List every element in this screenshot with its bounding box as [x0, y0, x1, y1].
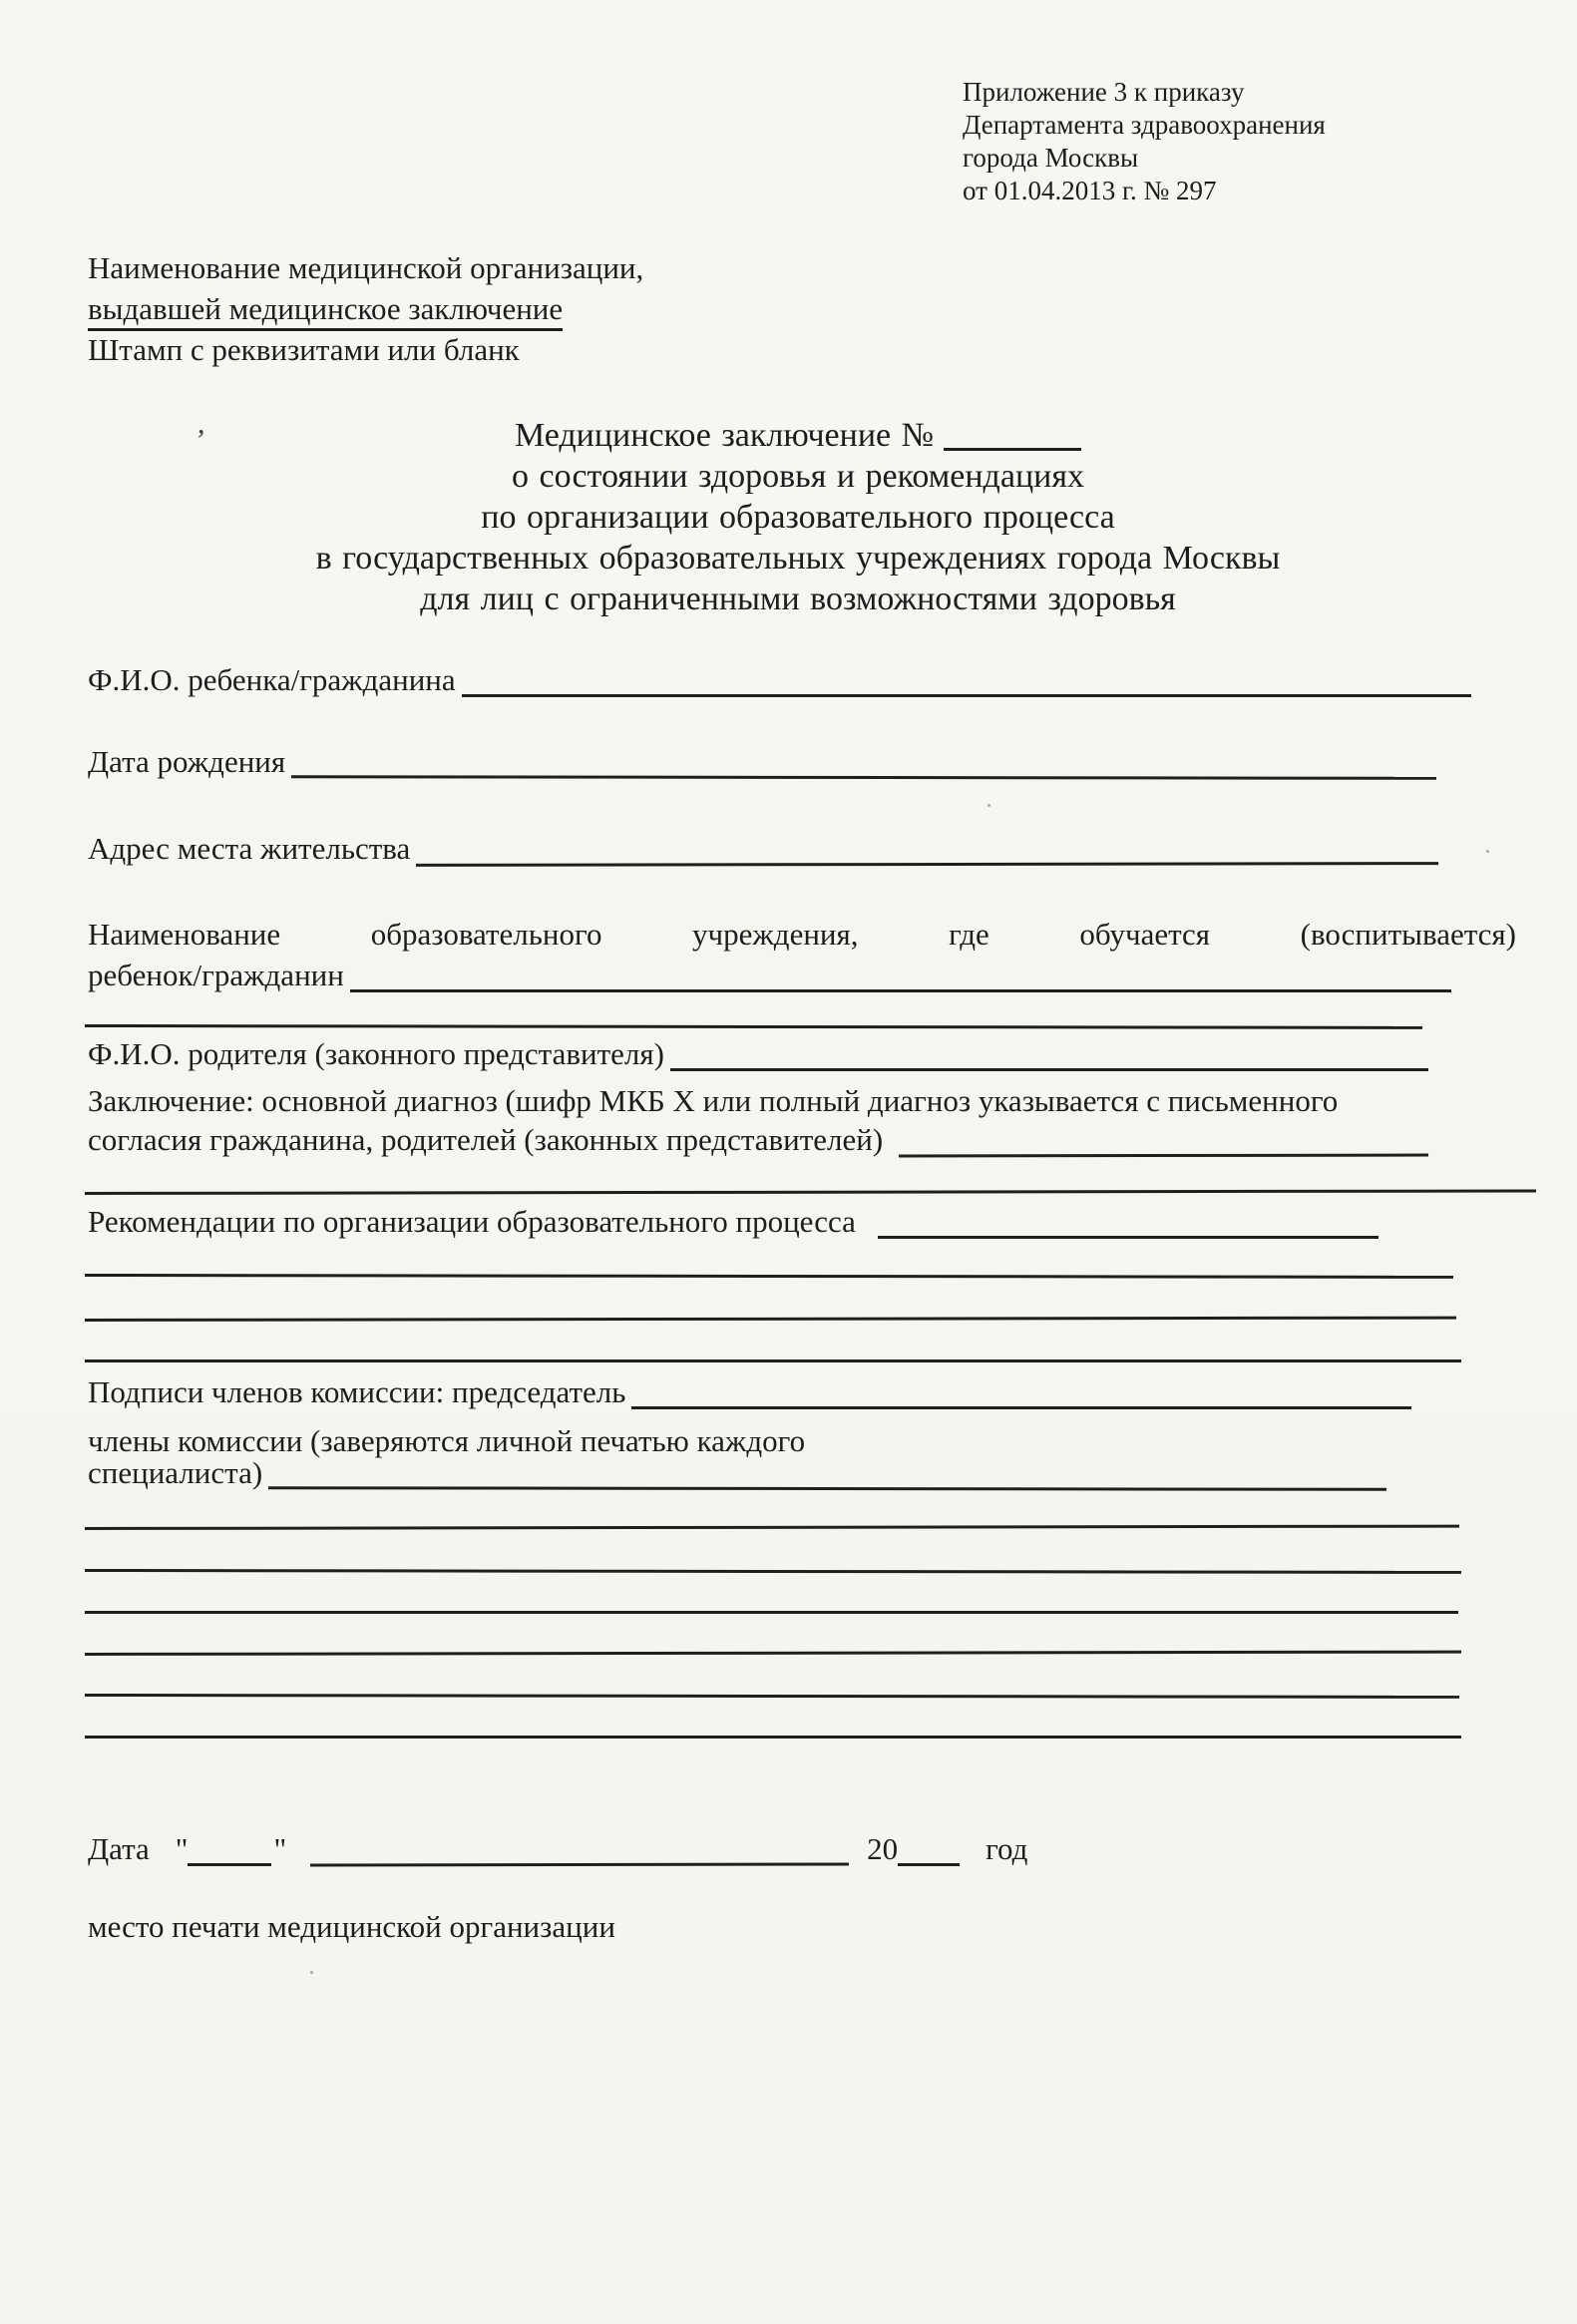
members-blank-line-3: [85, 1569, 1461, 1574]
conclusion-text-line1: Заключение: основной диагноз (шифр МКБ X или полный диагноз указывается с письменного: [88, 1083, 1339, 1118]
child-name-blank-line: [462, 661, 1471, 697]
members-text-line1: члены комиссии (заверяются личной печатью каждого: [88, 1423, 806, 1458]
appendix-reference: [963, 76, 1326, 207]
stamp-note: место печати медицинской организации: [88, 1909, 615, 1944]
title-line-3: по организации образовательного процесса: [481, 499, 1115, 536]
recommendations-blank-line: [878, 1203, 1379, 1239]
org-line-2-underlined: выдавшей медицинское заключение: [88, 291, 563, 331]
title-number-blank-line: [944, 422, 1081, 451]
members-text-line2-row: [88, 1454, 1386, 1492]
org-line-1: Наименование медицинской организации,: [88, 250, 644, 285]
conclusion-text-line2: согласия гражданина, родителей (законных представителей): [88, 1122, 884, 1157]
date-month-blank-line: [310, 1830, 849, 1867]
chairman-blank-line: [631, 1373, 1411, 1409]
date-year-word: год: [986, 1831, 1028, 1866]
appendix-line-1: Приложение 3 к приказу: [963, 77, 1245, 107]
title-line-1: [150, 415, 1446, 456]
title-line-1-text: Медицинское заключение №: [514, 417, 935, 454]
institution-word-1: Наименование: [88, 917, 281, 952]
field-parent-name: [88, 1035, 1428, 1073]
title-line-2: о состоянии здоровья и рекомендациях: [512, 458, 1084, 495]
institution-word-4: где: [949, 917, 989, 952]
institution-word-2: образовательного: [370, 917, 602, 952]
field-address: [88, 830, 1438, 868]
institution-word-5: обучается: [1079, 917, 1211, 952]
field-birth-date: [88, 743, 1436, 781]
field-date: [88, 1830, 1027, 1868]
title-line-4: в государственных образовательных учреждениях города Москвы: [315, 540, 1281, 577]
conclusion-text-line2-row: [88, 1121, 1428, 1159]
institution-blank-line: [350, 957, 1451, 992]
recommendations-blank-line-4: [85, 1359, 1461, 1362]
field-recommendations: [88, 1203, 1379, 1241]
org-line-3: Штамп с реквизитами или бланк: [88, 332, 520, 367]
child-name-label: Ф.И.О. ребенка/гражданина: [88, 662, 456, 697]
conclusion-blank-line: [899, 1121, 1428, 1158]
institution-word-3: учреждения,: [692, 917, 859, 952]
recommendations-label: Рекомендации по организации образовательного процесса: [88, 1204, 856, 1239]
scan-speck: [310, 1971, 313, 1974]
institution-label2: ребенок/гражданин: [88, 958, 344, 992]
scan-speck: [1486, 850, 1489, 853]
parent-name-label: Ф.И.О. родителя (законного представителя): [88, 1036, 664, 1071]
members-text-line2: специалиста): [88, 1455, 263, 1490]
org-line-2: [88, 288, 643, 329]
members-blank-line-6: [85, 1694, 1459, 1699]
recommendations-blank-line-3: [85, 1317, 1456, 1322]
address-blank-line: [416, 829, 1438, 867]
date-open-quote: ": [175, 1831, 189, 1866]
date-day-blank-line: [188, 1830, 271, 1866]
date-label: Дата: [88, 1831, 150, 1866]
scan-speck: [987, 804, 990, 807]
signatures-label: Подписи членов комиссии: председатель: [88, 1374, 626, 1409]
scan-artifact-comma: ,: [197, 407, 205, 440]
appendix-line-2: Департамента здравоохранения: [963, 110, 1326, 140]
date-century: 20: [867, 1831, 899, 1866]
recommendations-blank-line-2: [85, 1274, 1453, 1279]
members-blank-line-7: [85, 1736, 1461, 1739]
members-blank-line-5: [85, 1651, 1461, 1656]
institution-continuation-line: [85, 1024, 1422, 1029]
date-year-blank-line: [898, 1830, 960, 1866]
address-label: Адрес места жительства: [88, 831, 411, 866]
issuing-organization-block: [88, 247, 643, 370]
conclusion-continuation-line: [85, 1189, 1536, 1195]
institution-word-6: (воспитывается): [1300, 917, 1516, 952]
parent-name-blank-line: [670, 1035, 1428, 1071]
birth-date-blank-line: [291, 742, 1436, 780]
members-blank-line-1: [268, 1453, 1386, 1491]
document-title: [150, 415, 1446, 619]
birth-date-label: Дата рождения: [88, 744, 286, 779]
appendix-line-4: от 01.04.2013 г. № 297: [963, 176, 1217, 205]
title-line-5: для лиц с ограниченными возможностями здоровья: [420, 581, 1176, 617]
appendix-line-3: города Москвы: [963, 143, 1139, 173]
field-signatures: [88, 1373, 1411, 1411]
members-blank-line-2: [85, 1525, 1459, 1530]
date-close-quote: ": [273, 1831, 287, 1866]
field-child-name: [88, 661, 1471, 699]
field-institution-line2: [88, 957, 1451, 994]
field-institution-line1: [88, 916, 1516, 954]
members-blank-line-4: [85, 1611, 1458, 1614]
